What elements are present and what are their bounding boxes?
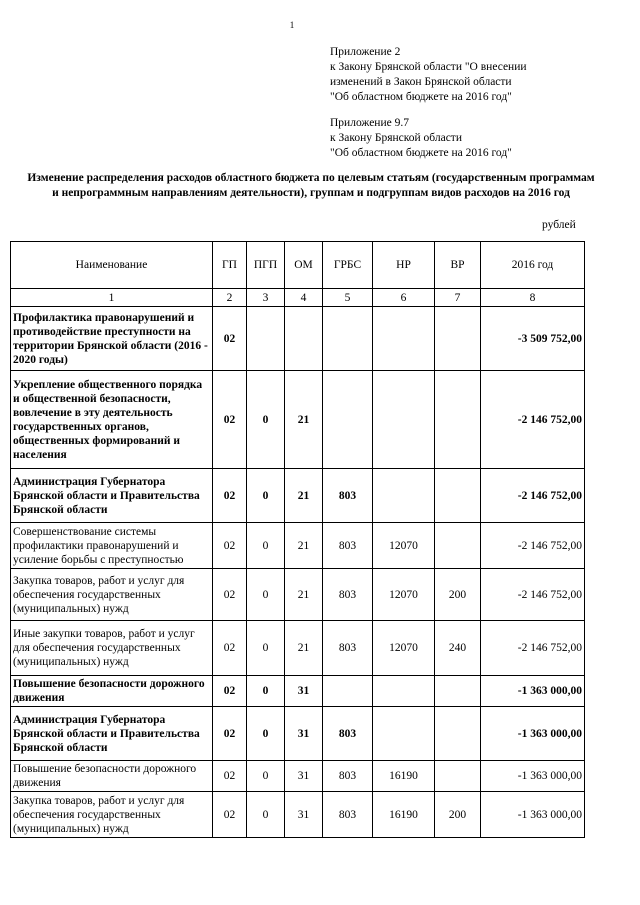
cell-pgp: 0 [247,371,285,469]
appendix-line: изменений в Закон Брянской области [330,76,512,88]
appendix-9-7-reference [330,116,512,161]
cell-gp: 02 [213,523,247,569]
page-number: 1 [289,20,295,30]
document-title: Изменение распределения расходов областного бюджета по целевым статьям (государственным программам и непрограммным направлениям деятельности), группам и подгруппам видов расходов на 2016 год [27,172,595,199]
header-name: Наименование [11,242,213,289]
cell-om: 21 [285,621,323,676]
cell-name: Профилактика правонарушений и противодействие преступности на территории Брянской области (2016 - 2020 годы) [11,307,213,371]
table-row [11,371,585,469]
cell-nr: 16190 [373,792,435,838]
cell-pgp: 0 [247,621,285,676]
cell-nr [373,676,435,707]
cell-name: Администрация Губернатора Брянской области и Правительства Брянской области [11,469,213,523]
header-gp: ГП [213,242,247,289]
cell-name: Иные закупки товаров, работ и услуг для обеспечения государственных (муниципальных) нужд [11,621,213,676]
cell-grbs [323,307,373,371]
cell-om [285,307,323,371]
cell-nr [373,307,435,371]
cell-vr: 200 [435,792,481,838]
table-row [11,792,585,838]
cell-pgp: 0 [247,761,285,792]
cell-vr [435,761,481,792]
cell-pgp: 0 [247,676,285,707]
table-row [11,469,585,523]
header-vr: ВР [435,242,481,289]
cell-vr [435,371,481,469]
cell-name: Повышение безопасности дорожного движения [11,676,213,707]
cell-om: 31 [285,792,323,838]
table-row [11,761,585,792]
cell-pgp: 0 [247,469,285,523]
cell-gp: 02 [213,792,247,838]
cell-name: Повышение безопасности дорожного движения [11,761,213,792]
table-row [11,621,585,676]
cell-gp: 02 [213,676,247,707]
cell-amount: -2 146 752,00 [481,569,585,621]
cell-amount: -2 146 752,00 [481,621,585,676]
cell-name: Совершенствование системы профилактики правонарушений и усиление борьбы с преступностью [11,523,213,569]
units-label: рублей [542,219,576,231]
cell-vr: 200 [435,569,481,621]
cell-grbs: 803 [323,569,373,621]
cell-gp: 02 [213,621,247,676]
column-number: 7 [435,289,481,307]
cell-pgp [247,307,285,371]
header-year: 2016 год [481,242,585,289]
cell-pgp: 0 [247,792,285,838]
cell-gp: 02 [213,371,247,469]
table-row [11,707,585,761]
cell-amount: -1 363 000,00 [481,761,585,792]
cell-vr: 240 [435,621,481,676]
cell-amount: -2 146 752,00 [481,469,585,523]
cell-amount: -1 363 000,00 [481,676,585,707]
cell-gp: 02 [213,761,247,792]
cell-om: 21 [285,569,323,621]
header-grbs: ГРБС [323,242,373,289]
cell-name: Закупка товаров, работ и услуг для обеспечения государственных (муниципальных) нужд [11,792,213,838]
cell-grbs [323,371,373,469]
cell-grbs: 803 [323,469,373,523]
cell-amount: -1 363 000,00 [481,707,585,761]
cell-name: Администрация Губернатора Брянской области и Правительства Брянской области [11,707,213,761]
column-number: 4 [285,289,323,307]
column-number: 1 [11,289,213,307]
column-number: 5 [323,289,373,307]
header-pgp: ПГП [247,242,285,289]
cell-om: 31 [285,676,323,707]
cell-grbs: 803 [323,792,373,838]
cell-grbs: 803 [323,621,373,676]
cell-nr [373,371,435,469]
cell-pgp: 0 [247,569,285,621]
cell-name: Укрепление общественного порядка и общественной безопасности, вовлечение в эту деятельность государственных органов, общественных формирований и населения [11,371,213,469]
column-number: 2 [213,289,247,307]
table-body [11,307,585,838]
cell-om: 31 [285,761,323,792]
appendix-line: "Об областном бюджете на 2016 год" [330,91,512,103]
appendix-2-reference [330,45,527,105]
table-header-row [11,242,585,289]
table-row [11,569,585,621]
cell-gp: 02 [213,569,247,621]
header-nr: НР [373,242,435,289]
cell-amount: -3 509 752,00 [481,307,585,371]
cell-om: 21 [285,371,323,469]
appendix-line: "Об областном бюджете на 2016 год" [330,147,512,159]
column-number-row [11,289,585,307]
cell-nr [373,469,435,523]
appendix-line: Приложение 2 [330,46,401,58]
table-row [11,676,585,707]
cell-grbs: 803 [323,707,373,761]
appendix-line: к Закону Брянской области "О внесении [330,61,527,73]
cell-vr [435,676,481,707]
cell-amount: -2 146 752,00 [481,523,585,569]
cell-grbs: 803 [323,761,373,792]
cell-amount: -2 146 752,00 [481,371,585,469]
cell-grbs: 803 [323,523,373,569]
cell-vr [435,469,481,523]
column-number: 8 [481,289,585,307]
column-number: 6 [373,289,435,307]
header-om: ОМ [285,242,323,289]
appendix-line: Приложение 9.7 [330,117,409,129]
cell-gp: 02 [213,469,247,523]
cell-vr [435,707,481,761]
cell-nr: 12070 [373,621,435,676]
table-row [11,523,585,569]
cell-gp: 02 [213,307,247,371]
cell-nr: 16190 [373,761,435,792]
cell-amount: -1 363 000,00 [481,792,585,838]
cell-nr [373,707,435,761]
cell-om: 21 [285,469,323,523]
cell-om: 21 [285,523,323,569]
cell-name: Закупка товаров, работ и услуг для обеспечения государственных (муниципальных) нужд [11,569,213,621]
table-row [11,307,585,371]
budget-table [10,241,585,838]
cell-om: 31 [285,707,323,761]
cell-nr: 12070 [373,523,435,569]
cell-nr: 12070 [373,569,435,621]
cell-pgp: 0 [247,707,285,761]
appendix-line: к Закону Брянской области [330,132,462,144]
cell-pgp: 0 [247,523,285,569]
cell-vr [435,307,481,371]
cell-grbs [323,676,373,707]
cell-gp: 02 [213,707,247,761]
column-number: 3 [247,289,285,307]
cell-vr [435,523,481,569]
